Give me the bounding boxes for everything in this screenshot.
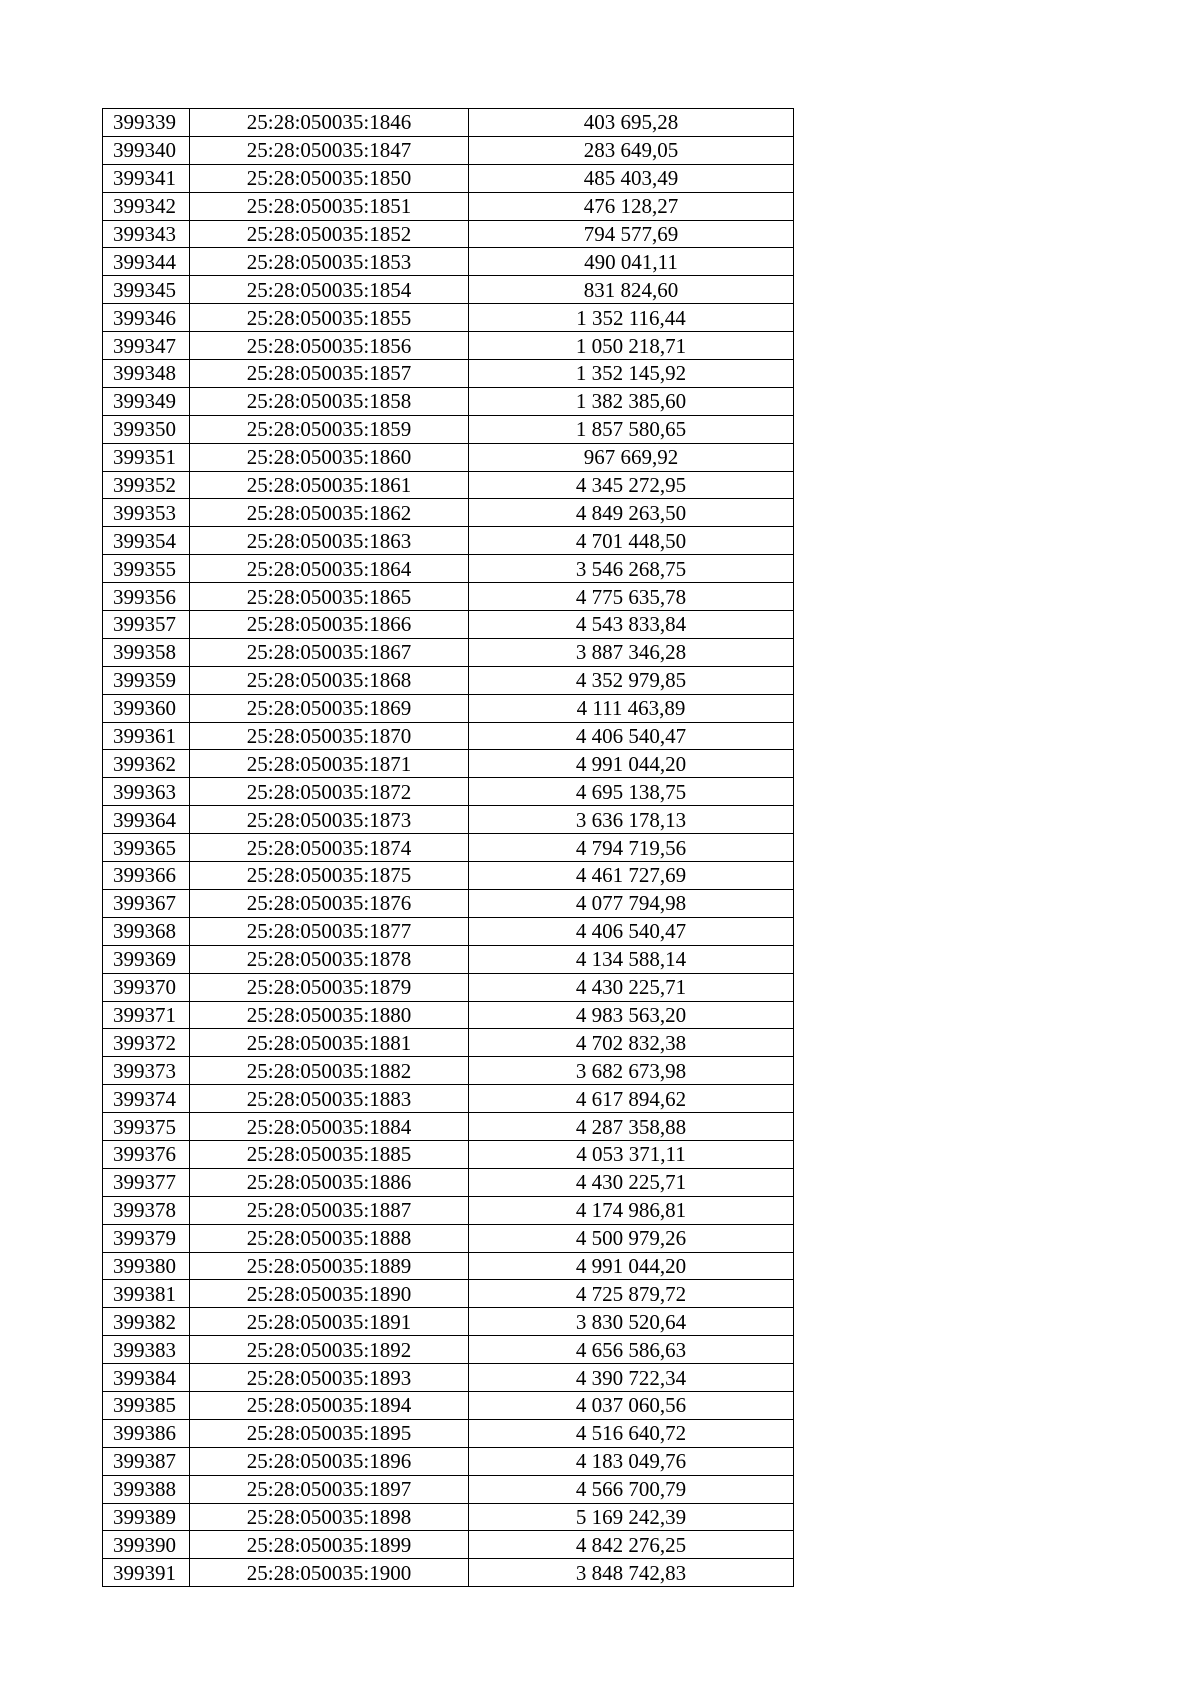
cadastral-number-cell: 25:28:050035:1900 (190, 1559, 469, 1587)
row-number-cell: 399384 (103, 1364, 190, 1392)
cadastral-value-cell: 485 403,49 (469, 164, 794, 192)
cadastral-number-cell: 25:28:050035:1865 (190, 583, 469, 611)
cadastral-value-cell: 4 725 879,72 (469, 1280, 794, 1308)
cadastral-value-cell: 283 649,05 (469, 136, 794, 164)
row-number-cell: 399382 (103, 1308, 190, 1336)
table-row (103, 1531, 794, 1559)
cadastral-value-cell: 4 702 832,38 (469, 1029, 794, 1057)
cadastral-value-cell: 4 053 371,11 (469, 1140, 794, 1168)
table-row (103, 1001, 794, 1029)
cadastral-value-cell: 4 500 979,26 (469, 1224, 794, 1252)
cadastral-value-cell: 3 636 178,13 (469, 806, 794, 834)
row-number-cell: 399348 (103, 360, 190, 388)
cadastral-value-cell: 4 794 719,56 (469, 834, 794, 862)
cadastral-number-cell: 25:28:050035:1880 (190, 1001, 469, 1029)
cadastral-number-cell: 25:28:050035:1863 (190, 527, 469, 555)
cadastral-number-cell: 25:28:050035:1853 (190, 248, 469, 276)
cadastral-number-cell: 25:28:050035:1896 (190, 1447, 469, 1475)
cadastral-number-cell: 25:28:050035:1858 (190, 387, 469, 415)
cadastral-number-cell: 25:28:050035:1889 (190, 1252, 469, 1280)
table-row (103, 1308, 794, 1336)
row-number-cell: 399391 (103, 1559, 190, 1587)
row-number-cell: 399383 (103, 1336, 190, 1364)
cadastral-value-cell: 4 849 263,50 (469, 499, 794, 527)
row-number-cell: 399356 (103, 583, 190, 611)
row-number-cell: 399341 (103, 164, 190, 192)
cadastral-value-cell: 4 543 833,84 (469, 611, 794, 639)
table-row (103, 694, 794, 722)
cadastral-number-cell: 25:28:050035:1885 (190, 1140, 469, 1168)
cadastral-value-cell: 3 546 268,75 (469, 555, 794, 583)
row-number-cell: 399365 (103, 834, 190, 862)
cadastral-number-cell: 25:28:050035:1881 (190, 1029, 469, 1057)
row-number-cell: 399368 (103, 917, 190, 945)
row-number-cell: 399380 (103, 1252, 190, 1280)
table-row (103, 471, 794, 499)
cadastral-value-cell: 4 183 049,76 (469, 1447, 794, 1475)
table-row (103, 248, 794, 276)
table-row (103, 973, 794, 1001)
row-number-cell: 399361 (103, 722, 190, 750)
cadastral-value-cell: 794 577,69 (469, 220, 794, 248)
cadastral-number-cell: 25:28:050035:1893 (190, 1364, 469, 1392)
table-row (103, 583, 794, 611)
cadastral-number-cell: 25:28:050035:1898 (190, 1503, 469, 1531)
cadastral-value-cell: 4 461 727,69 (469, 862, 794, 890)
cadastral-value-cell: 4 430 225,71 (469, 973, 794, 1001)
row-number-cell: 399372 (103, 1029, 190, 1057)
cadastral-number-cell: 25:28:050035:1897 (190, 1475, 469, 1503)
cadastral-value-cell: 4 566 700,79 (469, 1475, 794, 1503)
table-row (103, 1391, 794, 1419)
table-row (103, 722, 794, 750)
row-number-cell: 399345 (103, 276, 190, 304)
cadastral-value-cell: 5 169 242,39 (469, 1503, 794, 1531)
cadastral-number-cell: 25:28:050035:1861 (190, 471, 469, 499)
cadastral-number-cell: 25:28:050035:1855 (190, 304, 469, 332)
cadastral-value-cell: 1 352 116,44 (469, 304, 794, 332)
cadastral-value-cell: 4 037 060,56 (469, 1391, 794, 1419)
cadastral-value-cell: 831 824,60 (469, 276, 794, 304)
table-row (103, 1336, 794, 1364)
cadastral-value-cell: 490 041,11 (469, 248, 794, 276)
cadastral-value-cell: 3 887 346,28 (469, 638, 794, 666)
cadastral-value-cell: 4 077 794,98 (469, 889, 794, 917)
row-number-cell: 399360 (103, 694, 190, 722)
table-row (103, 276, 794, 304)
cadastral-number-cell: 25:28:050035:1852 (190, 220, 469, 248)
table-row (103, 1559, 794, 1587)
cadastral-value-cell: 4 656 586,63 (469, 1336, 794, 1364)
cadastral-value-cell: 4 134 588,14 (469, 945, 794, 973)
cadastral-number-cell: 25:28:050035:1888 (190, 1224, 469, 1252)
cadastral-number-cell: 25:28:050035:1868 (190, 666, 469, 694)
row-number-cell: 399343 (103, 220, 190, 248)
row-number-cell: 399354 (103, 527, 190, 555)
cadastral-value-cell: 4 406 540,47 (469, 917, 794, 945)
cadastral-number-cell: 25:28:050035:1856 (190, 332, 469, 360)
table-row (103, 1029, 794, 1057)
cadastral-value-cell: 4 842 276,25 (469, 1531, 794, 1559)
row-number-cell: 399353 (103, 499, 190, 527)
table-row (103, 499, 794, 527)
row-number-cell: 399359 (103, 666, 190, 694)
cadastral-value-cell: 4 983 563,20 (469, 1001, 794, 1029)
cadastral-number-cell: 25:28:050035:1851 (190, 192, 469, 220)
row-number-cell: 399367 (103, 889, 190, 917)
cadastral-number-cell: 25:28:050035:1854 (190, 276, 469, 304)
cadastral-number-cell: 25:28:050035:1882 (190, 1057, 469, 1085)
row-number-cell: 399390 (103, 1531, 190, 1559)
cadastral-number-cell: 25:28:050035:1879 (190, 973, 469, 1001)
table-row (103, 1168, 794, 1196)
table-row (103, 1224, 794, 1252)
cadastral-number-cell: 25:28:050035:1866 (190, 611, 469, 639)
cadastral-number-cell: 25:28:050035:1887 (190, 1196, 469, 1224)
cadastral-value-cell: 1 857 580,65 (469, 415, 794, 443)
row-number-cell: 399374 (103, 1085, 190, 1113)
row-number-cell: 399371 (103, 1001, 190, 1029)
cadastral-number-cell: 25:28:050035:1892 (190, 1336, 469, 1364)
cadastral-number-cell: 25:28:050035:1874 (190, 834, 469, 862)
table-row (103, 1503, 794, 1531)
table-row (103, 1057, 794, 1085)
table-row (103, 945, 794, 973)
table-row (103, 220, 794, 248)
cadastral-number-cell: 25:28:050035:1862 (190, 499, 469, 527)
row-number-cell: 399389 (103, 1503, 190, 1531)
row-number-cell: 399358 (103, 638, 190, 666)
cadastral-value-cell: 4 701 448,50 (469, 527, 794, 555)
row-number-cell: 399357 (103, 611, 190, 639)
cadastral-value-cell: 4 174 986,81 (469, 1196, 794, 1224)
table-row (103, 164, 794, 192)
cadastral-value-cell: 4 991 044,20 (469, 1252, 794, 1280)
cadastral-number-cell: 25:28:050035:1884 (190, 1113, 469, 1141)
table-row (103, 304, 794, 332)
table-row (103, 332, 794, 360)
table-row (103, 834, 794, 862)
cadastral-number-cell: 25:28:050035:1883 (190, 1085, 469, 1113)
cadastral-number-cell: 25:28:050035:1864 (190, 555, 469, 583)
cadastral-value-cell: 1 382 385,60 (469, 387, 794, 415)
cadastral-value-cell: 3 682 673,98 (469, 1057, 794, 1085)
table-row (103, 917, 794, 945)
cadastral-number-cell: 25:28:050035:1867 (190, 638, 469, 666)
cadastral-number-cell: 25:28:050035:1850 (190, 164, 469, 192)
cadastral-value-cell: 4 617 894,62 (469, 1085, 794, 1113)
cadastral-value-cell: 3 848 742,83 (469, 1559, 794, 1587)
cadastral-value-cell: 403 695,28 (469, 109, 794, 137)
cadastral-value-cell: 1 352 145,92 (469, 360, 794, 388)
table-body (103, 109, 794, 1587)
cadastral-value-cell: 1 050 218,71 (469, 332, 794, 360)
table-row (103, 638, 794, 666)
cadastral-value-cell: 476 128,27 (469, 192, 794, 220)
row-number-cell: 399376 (103, 1140, 190, 1168)
row-number-cell: 399366 (103, 862, 190, 890)
cadastral-number-cell: 25:28:050035:1859 (190, 415, 469, 443)
table-row (103, 443, 794, 471)
cadastral-value-table (102, 108, 794, 1587)
cadastral-number-cell: 25:28:050035:1891 (190, 1308, 469, 1336)
table-row (103, 527, 794, 555)
cadastral-value-cell: 4 390 722,34 (469, 1364, 794, 1392)
cadastral-number-cell: 25:28:050035:1895 (190, 1419, 469, 1447)
row-number-cell: 399346 (103, 304, 190, 332)
row-number-cell: 399350 (103, 415, 190, 443)
row-number-cell: 399386 (103, 1419, 190, 1447)
table-row (103, 1280, 794, 1308)
cadastral-value-cell: 4 287 358,88 (469, 1113, 794, 1141)
cadastral-number-cell: 25:28:050035:1886 (190, 1168, 469, 1196)
table-row (103, 1085, 794, 1113)
cadastral-value-cell: 4 111 463,89 (469, 694, 794, 722)
table-row (103, 1252, 794, 1280)
row-number-cell: 399347 (103, 332, 190, 360)
table-row (103, 1196, 794, 1224)
table-row (103, 1475, 794, 1503)
cadastral-value-cell: 4 775 635,78 (469, 583, 794, 611)
table-row (103, 666, 794, 694)
cadastral-number-cell: 25:28:050035:1899 (190, 1531, 469, 1559)
row-number-cell: 399342 (103, 192, 190, 220)
table-row (103, 1140, 794, 1168)
cadastral-number-cell: 25:28:050035:1876 (190, 889, 469, 917)
cadastral-number-cell: 25:28:050035:1875 (190, 862, 469, 890)
table-row (103, 889, 794, 917)
table-row (103, 862, 794, 890)
cadastral-value-cell: 4 345 272,95 (469, 471, 794, 499)
cadastral-value-cell: 4 430 225,71 (469, 1168, 794, 1196)
row-number-cell: 399364 (103, 806, 190, 834)
table-row (103, 1447, 794, 1475)
row-number-cell: 399373 (103, 1057, 190, 1085)
cadastral-number-cell: 25:28:050035:1869 (190, 694, 469, 722)
table-row (103, 555, 794, 583)
cadastral-number-cell: 25:28:050035:1872 (190, 778, 469, 806)
cadastral-value-cell: 4 406 540,47 (469, 722, 794, 750)
cadastral-number-cell: 25:28:050035:1860 (190, 443, 469, 471)
table-row (103, 1419, 794, 1447)
cadastral-number-cell: 25:28:050035:1894 (190, 1391, 469, 1419)
row-number-cell: 399340 (103, 136, 190, 164)
cadastral-number-cell: 25:28:050035:1873 (190, 806, 469, 834)
row-number-cell: 399355 (103, 555, 190, 583)
row-number-cell: 399349 (103, 387, 190, 415)
cadastral-number-cell: 25:28:050035:1878 (190, 945, 469, 973)
cadastral-number-cell: 25:28:050035:1871 (190, 750, 469, 778)
row-number-cell: 399379 (103, 1224, 190, 1252)
table-row (103, 778, 794, 806)
table-row (103, 806, 794, 834)
row-number-cell: 399344 (103, 248, 190, 276)
table-row (103, 136, 794, 164)
row-number-cell: 399375 (103, 1113, 190, 1141)
row-number-cell: 399370 (103, 973, 190, 1001)
table-row (103, 750, 794, 778)
row-number-cell: 399378 (103, 1196, 190, 1224)
row-number-cell: 399381 (103, 1280, 190, 1308)
table-row (103, 611, 794, 639)
table-row (103, 192, 794, 220)
cadastral-value-cell: 967 669,92 (469, 443, 794, 471)
table-row (103, 1113, 794, 1141)
row-number-cell: 399385 (103, 1391, 190, 1419)
cadastral-number-cell: 25:28:050035:1847 (190, 136, 469, 164)
row-number-cell: 399377 (103, 1168, 190, 1196)
row-number-cell: 399387 (103, 1447, 190, 1475)
row-number-cell: 399362 (103, 750, 190, 778)
cadastral-value-cell: 4 991 044,20 (469, 750, 794, 778)
row-number-cell: 399351 (103, 443, 190, 471)
row-number-cell: 399339 (103, 109, 190, 137)
cadastral-number-cell: 25:28:050035:1890 (190, 1280, 469, 1308)
table-row (103, 387, 794, 415)
cadastral-value-cell: 3 830 520,64 (469, 1308, 794, 1336)
cadastral-number-cell: 25:28:050035:1877 (190, 917, 469, 945)
cadastral-number-cell: 25:28:050035:1870 (190, 722, 469, 750)
row-number-cell: 399352 (103, 471, 190, 499)
table-row (103, 1364, 794, 1392)
table-row (103, 360, 794, 388)
cadastral-number-cell: 25:28:050035:1857 (190, 360, 469, 388)
row-number-cell: 399388 (103, 1475, 190, 1503)
row-number-cell: 399363 (103, 778, 190, 806)
cadastral-number-cell: 25:28:050035:1846 (190, 109, 469, 137)
cadastral-value-cell: 4 695 138,75 (469, 778, 794, 806)
table-row (103, 109, 794, 137)
row-number-cell: 399369 (103, 945, 190, 973)
table-row (103, 415, 794, 443)
cadastral-value-cell: 4 516 640,72 (469, 1419, 794, 1447)
cadastral-value-cell: 4 352 979,85 (469, 666, 794, 694)
